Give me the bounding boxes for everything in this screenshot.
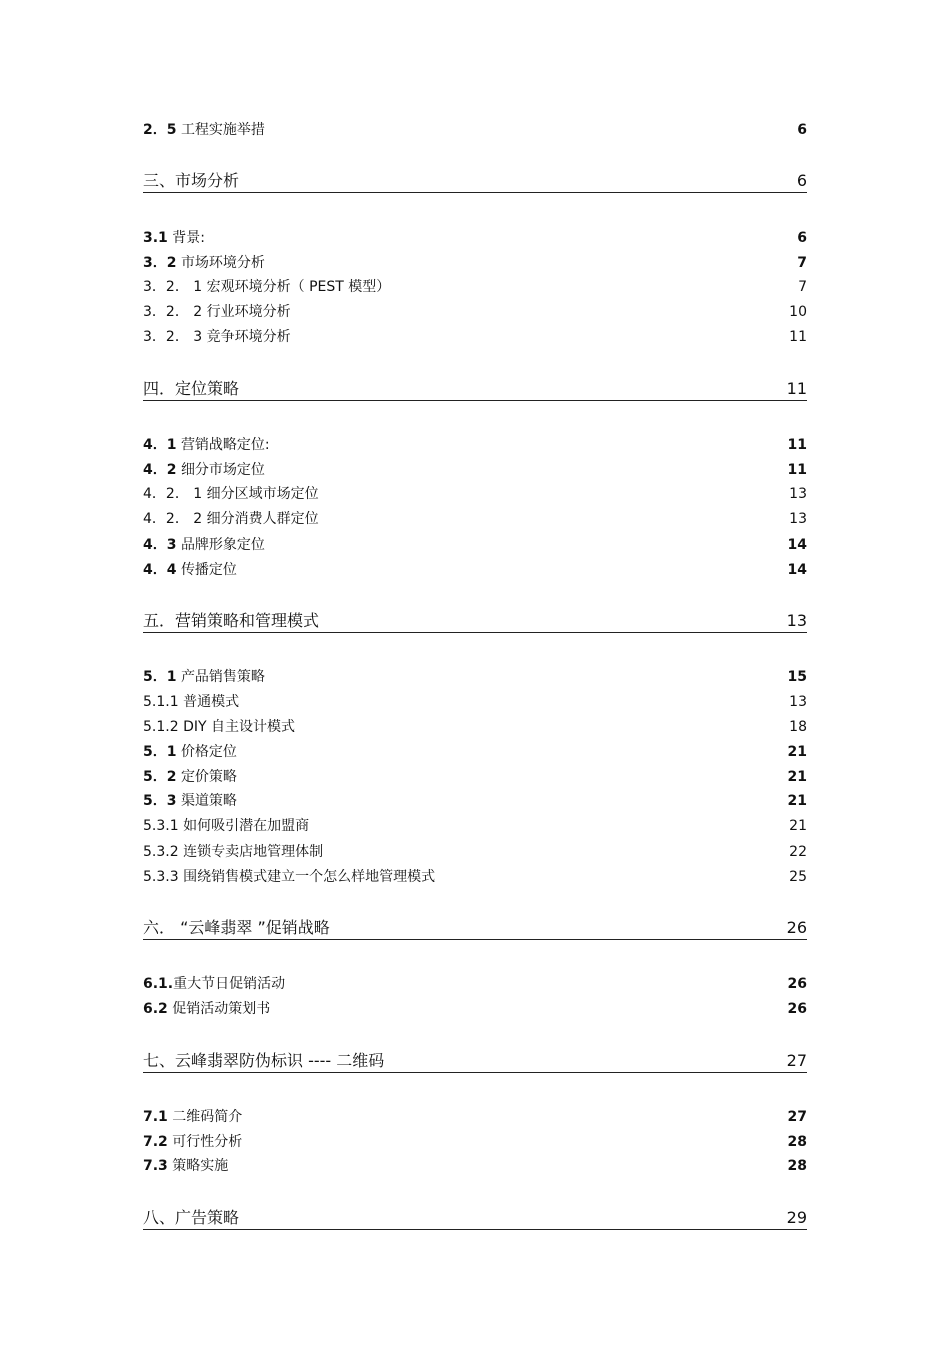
toc-entry-page: 13 — [789, 486, 807, 502]
toc-entry-page: 21 — [787, 744, 807, 760]
toc-entry-title: 3．2． 1 宏观环境分析（ PEST 模型） — [143, 279, 391, 295]
toc-section-heading[interactable] — [143, 918, 807, 940]
toc-entry[interactable] — [143, 718, 807, 736]
toc-entry[interactable] — [143, 485, 807, 503]
toc-entry[interactable] — [143, 121, 807, 139]
toc-entry-title: 3.1 背景: — [143, 230, 205, 246]
toc-section-title: 七、云峰翡翠防伪标识 ---- 二维码 — [143, 1051, 385, 1070]
toc-entry-page: 22 — [789, 844, 807, 860]
toc-section-title: 五．营销策略和管理模式 — [143, 611, 320, 630]
toc-entry-page: 26 — [787, 976, 807, 992]
toc-section-heading[interactable] — [143, 171, 807, 193]
toc-entry-page: 11 — [787, 437, 807, 453]
toc-entry[interactable] — [143, 328, 807, 346]
toc-entry[interactable] — [143, 278, 807, 296]
toc-entry-page: 13 — [789, 511, 807, 527]
toc-entry-page: 7 — [797, 255, 807, 271]
toc-section-title: 八、广告策略 — [143, 1208, 240, 1227]
toc-entry-title: 5．1 价格定位 — [143, 744, 237, 760]
toc-entry[interactable] — [143, 436, 807, 454]
toc-entry[interactable] — [143, 303, 807, 321]
toc-entry[interactable] — [143, 868, 807, 886]
toc-entry-page: 25 — [789, 869, 807, 885]
toc-entry-title: 5.3.2 连锁专卖店地管理体制 — [143, 844, 324, 860]
toc-entry[interactable] — [143, 510, 807, 528]
toc-section-page: 27 — [786, 1051, 807, 1070]
toc-entry[interactable] — [143, 975, 807, 993]
toc-entry-title: 7.3 策略实施 — [143, 1158, 229, 1174]
toc-entry-title: 3．2． 2 行业环境分析 — [143, 304, 291, 320]
toc-entry-page: 6 — [797, 122, 807, 138]
toc-entry-title: 5.1.2 DIY 自主设计模式 — [143, 719, 295, 735]
toc-section-title: 三、市场分析 — [143, 171, 240, 190]
toc-entry[interactable] — [143, 461, 807, 479]
toc-entry-title: 4．2 细分市场定位 — [143, 462, 265, 478]
toc-section-heading[interactable] — [143, 1051, 807, 1073]
toc-entry[interactable] — [143, 229, 807, 247]
toc-entry[interactable] — [143, 1133, 807, 1151]
toc-entry-page: 15 — [787, 669, 807, 685]
toc-section-page: 13 — [786, 611, 807, 630]
toc-entry-title: 7.2 可行性分析 — [143, 1134, 243, 1150]
toc-entry[interactable] — [143, 561, 807, 579]
toc-entry-page: 6 — [797, 230, 807, 246]
toc-entry-page: 21 — [787, 793, 807, 809]
toc-entry-title: 7.1 二维码简介 — [143, 1109, 243, 1125]
toc-entry-page: 11 — [787, 462, 807, 478]
toc-entry[interactable] — [143, 668, 807, 686]
toc-entry-title: 5.3.1 如何吸引潜在加盟商 — [143, 818, 310, 834]
toc-entry[interactable] — [143, 817, 807, 835]
toc-entry-title: 5.3.3 围绕销售模式建立一个怎么样地管理模式 — [143, 869, 436, 885]
toc-entry-page: 28 — [787, 1134, 807, 1150]
toc-section-heading[interactable] — [143, 1208, 807, 1230]
toc-entry-title: 5．1 产品销售策略 — [143, 669, 265, 685]
toc-entry-title: 4．3 品牌形象定位 — [143, 537, 265, 553]
toc-section-title: 六． “云峰翡翠 ”促销战略 — [143, 918, 330, 937]
toc-entry-title: 6.2 促销活动策划书 — [143, 1001, 271, 1017]
toc-section-page: 29 — [786, 1208, 807, 1227]
toc-entry[interactable] — [143, 843, 807, 861]
toc-entry-page: 27 — [787, 1109, 807, 1125]
toc-entry-page: 14 — [787, 562, 807, 578]
toc-section-page: 6 — [796, 171, 807, 190]
toc-entry[interactable] — [143, 768, 807, 786]
toc-entry-page: 13 — [789, 694, 807, 710]
toc-section-page: 11 — [786, 379, 807, 398]
toc-entry-title: 2．5 工程实施举措 — [143, 122, 265, 138]
toc-entry-title: 5．3 渠道策略 — [143, 793, 237, 809]
toc-entry[interactable] — [143, 1157, 807, 1175]
toc-entry-title: 4．2． 1 细分区域市场定位 — [143, 486, 319, 502]
toc-entry-title: 3．2 市场环境分析 — [143, 255, 265, 271]
toc-entry-page: 7 — [798, 279, 807, 295]
toc-entry[interactable] — [143, 536, 807, 554]
toc-entry[interactable] — [143, 792, 807, 810]
toc-entry-title: 3．2． 3 竞争环境分析 — [143, 329, 291, 345]
toc-section-title: 四．定位策略 — [143, 379, 240, 398]
toc-entry-page: 18 — [789, 719, 807, 735]
toc-entry[interactable] — [143, 1000, 807, 1018]
toc-section-page: 26 — [786, 918, 807, 937]
toc-entry-page: 21 — [787, 769, 807, 785]
toc-entry-page: 21 — [789, 818, 807, 834]
toc-entry-title: 4．4 传播定位 — [143, 562, 237, 578]
toc-entry[interactable] — [143, 1108, 807, 1126]
toc-entry[interactable] — [143, 693, 807, 711]
toc-entry-page: 26 — [787, 1001, 807, 1017]
toc-section-heading[interactable] — [143, 379, 807, 401]
toc-entry-title: 6.1.重大节日促销活动 — [143, 976, 286, 992]
toc-entry-title: 5．2 定价策略 — [143, 769, 237, 785]
toc-entry-page: 28 — [787, 1158, 807, 1174]
toc-section-heading[interactable] — [143, 611, 807, 633]
toc-entry[interactable] — [143, 254, 807, 272]
toc-entry-title: 5.1.1 普通模式 — [143, 694, 240, 710]
toc-entry-page: 14 — [787, 537, 807, 553]
toc-entry-page: 11 — [789, 329, 807, 345]
toc-entry[interactable] — [143, 743, 807, 761]
toc-entry-title: 4．2． 2 细分消费人群定位 — [143, 511, 319, 527]
toc-entry-page: 10 — [789, 304, 807, 320]
toc-entry-title: 4．1 营销战略定位: — [143, 437, 270, 453]
